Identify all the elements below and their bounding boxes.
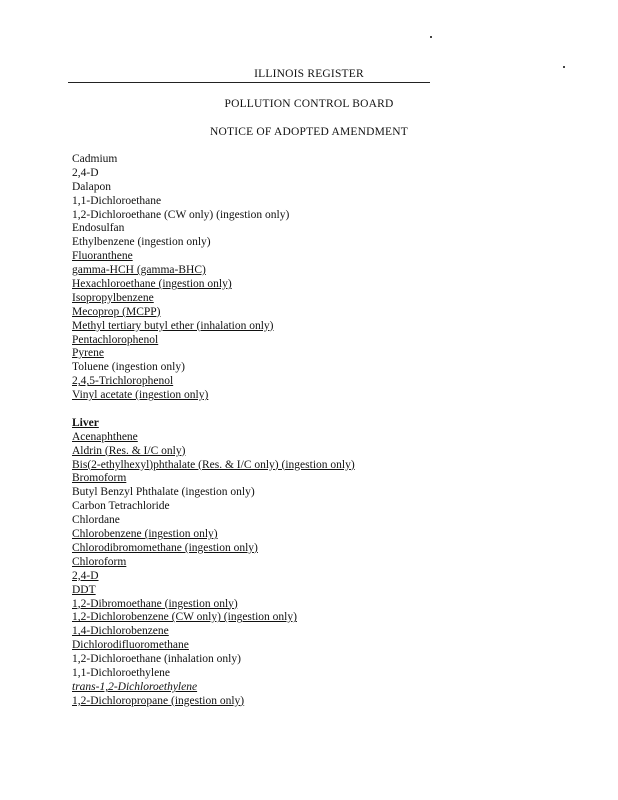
list-item: Carbon Tetrachloride bbox=[72, 500, 170, 513]
list-item: Dichlorodifluoromethane bbox=[72, 639, 189, 652]
spacer bbox=[72, 403, 592, 417]
list-item: Fluoranthene bbox=[72, 250, 133, 263]
list-item: trans-1,2-Dichloroethylene bbox=[72, 680, 198, 693]
register-title: ILLINOIS REGISTER bbox=[254, 68, 364, 80]
list-item: Ethylbenzene (ingestion only) bbox=[72, 236, 211, 249]
list-item: Bromoform bbox=[72, 472, 127, 485]
list-item: Endosulfan bbox=[72, 222, 125, 235]
list-item: Hexachloroethane (ingestion only) bbox=[72, 278, 232, 291]
list-item: Chlorodibromomethane (ingestion only) bbox=[72, 541, 258, 554]
list-item: Isopropylbenzene bbox=[72, 291, 154, 304]
list-item: 2,4,5-Trichlorophenol bbox=[72, 375, 174, 388]
section-heading-liver: Liver bbox=[72, 416, 99, 429]
list-item: 1,2-Dichloroethane (CW only) (ingestion only) bbox=[72, 208, 290, 221]
substance-list-continued bbox=[72, 153, 592, 709]
list-item: Butyl Benzyl Phthalate (ingestion only) bbox=[72, 486, 255, 499]
list-item: Acenaphthene bbox=[72, 430, 138, 443]
list-item: 2,4-D bbox=[72, 569, 99, 582]
list-item: Aldrin (Res. & I/C only) bbox=[72, 444, 186, 457]
list-item: Pyrene bbox=[72, 347, 104, 360]
list-item: DDT bbox=[72, 583, 96, 596]
list-item: Chlordane bbox=[72, 514, 120, 527]
list-item: Mecoprop (MCPP) bbox=[72, 305, 161, 318]
list-item: 1,1-Dichloroethane bbox=[72, 194, 162, 207]
list-item: Dalapon bbox=[72, 180, 111, 193]
list-item: 1,2-Dibromoethane (ingestion only) bbox=[72, 597, 238, 610]
list-item: 1,1-Dichloroethylene bbox=[72, 666, 171, 679]
list-item: 2,4-D bbox=[72, 166, 99, 179]
list-item: 1,2-Dichloropropane (ingestion only) bbox=[72, 694, 245, 707]
list-item: Toluene (ingestion only) bbox=[72, 361, 185, 374]
list-item: Vinyl acetate (ingestion only) bbox=[72, 389, 209, 402]
header-rule bbox=[68, 82, 430, 83]
list-item: 1,4-Dichlorobenzene bbox=[72, 625, 169, 638]
list-item: gamma-HCH (gamma-BHC) bbox=[72, 264, 206, 277]
list-item: 1,2-Dichloroethane (inhalation only) bbox=[72, 653, 241, 666]
list-item: Pentachlorophenol bbox=[72, 333, 159, 346]
board-title: POLLUTION CONTROL BOARD bbox=[224, 98, 394, 110]
list-item: 1,2-Dichlorobenzene (CW only) (ingestion only) bbox=[72, 611, 297, 624]
list-item: Bis(2-ethylhexyl)phthalate (Res. & I/C only) (ingestion only) bbox=[72, 458, 355, 471]
list-item: Chlorobenzene (ingestion only) bbox=[72, 528, 218, 541]
list-item: Methyl tertiary butyl ether (inhalation only) bbox=[72, 319, 274, 332]
list-item: Cadmium bbox=[72, 153, 118, 165]
list-item: Chloroform bbox=[72, 555, 127, 568]
notice-title: NOTICE OF ADOPTED AMENDMENT bbox=[209, 126, 409, 138]
scan-speck bbox=[430, 36, 432, 38]
